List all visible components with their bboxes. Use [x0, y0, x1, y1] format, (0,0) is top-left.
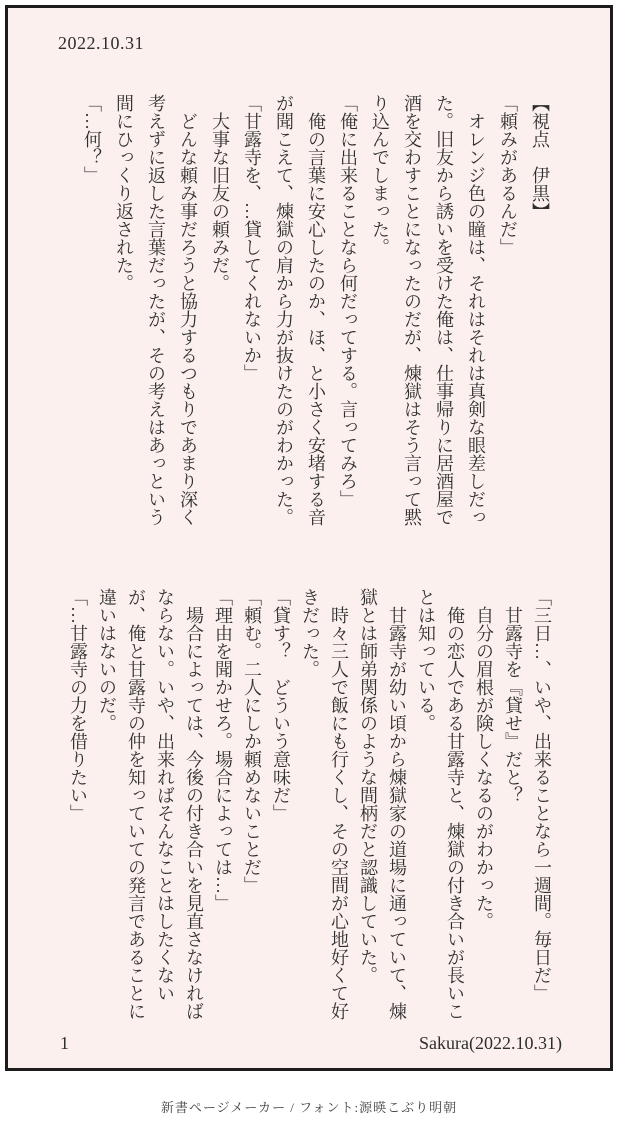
story-paragraph: 俺の言葉に安心したのか、ほ、と小さく安堵する音が聞こえて、煉獄の肩から力が抜けたのがわかった。 [274, 94, 326, 526]
story-paragraph: 「貸す？ どういう意味だ」 [271, 588, 291, 822]
header-date: 2022.10.31 [58, 33, 144, 53]
story-paragraph: 「頼みがあるんだ」 [498, 94, 518, 256]
story-block-top [76, 94, 556, 534]
story-paragraph: 「三日…、いや、出来ることなら一週間。毎日だ」 [532, 588, 552, 1002]
novel-page-frame [5, 5, 613, 1071]
story-paragraph: 「…何？」 [82, 94, 102, 184]
story-paragraph: 甘露寺が幼い頃から煉獄家の道場に通っていて、煉獄とは師弟関係のような間柄だと認識していた。 [358, 588, 407, 1020]
story-paragraph: どんな頼み事だろうと協力するつもりであまり深く考えずに返した言葉だったが、その考えはあっという間にひっくり返された。 [114, 94, 198, 526]
story-paragraph: 「理由を聞かせろ。場合によっては…」 [213, 588, 233, 912]
story-paragraph: 「頼む。二人にしか頼めないことだ」 [242, 588, 262, 894]
story-paragraph: 「…甘露寺の力を借りたい」 [68, 588, 88, 822]
story-paragraph: 大事な旧友の頼みだ。 [210, 112, 230, 292]
story-paragraph: 【視点 伊黒】 [530, 94, 550, 220]
story-block-bottom [63, 588, 556, 1028]
story-paragraph: 甘露寺を『貸せ』だと？ [503, 606, 523, 804]
story-paragraph: 時々三人で飯にも行くし、その空間が心地好くて好きだった。 [300, 588, 349, 1020]
story-paragraph: 自分の眉根が険しくなるのがわかった。 [474, 606, 494, 930]
story-paragraph: 場合によっては、今後の付き合いを見直さなければならない。いや、出来ればそんなことはしたくないが、俺と甘露寺の仲を知っていての発言であることに違いはないのだ。 [97, 588, 204, 1020]
story-paragraph: 俺の恋人である甘露寺と、煉獄の付き合いが長いことは知っている。 [416, 588, 465, 1020]
author-credit: Sakura(2022.10.31) [419, 1033, 562, 1053]
story-paragraph: オレンジ色の瞳は、それはそれは真剣な眼差しだった。旧友から誘いを受けた俺は、仕事帰りに居酒屋で酒を交わすことになったのだが、煉獄はそう言って黙り込んでしまった。 [370, 94, 486, 526]
generator-caption: 新書ページメーカー / フォント:源暎こぶり明朝 [160, 1100, 458, 1115]
story-paragraph: 「甘露寺を、…貸してくれないか」 [242, 94, 262, 382]
story-paragraph: 「俺に出来ることなら何だってする。言ってみろ」 [338, 94, 358, 508]
page-number: 1 [60, 1033, 69, 1053]
